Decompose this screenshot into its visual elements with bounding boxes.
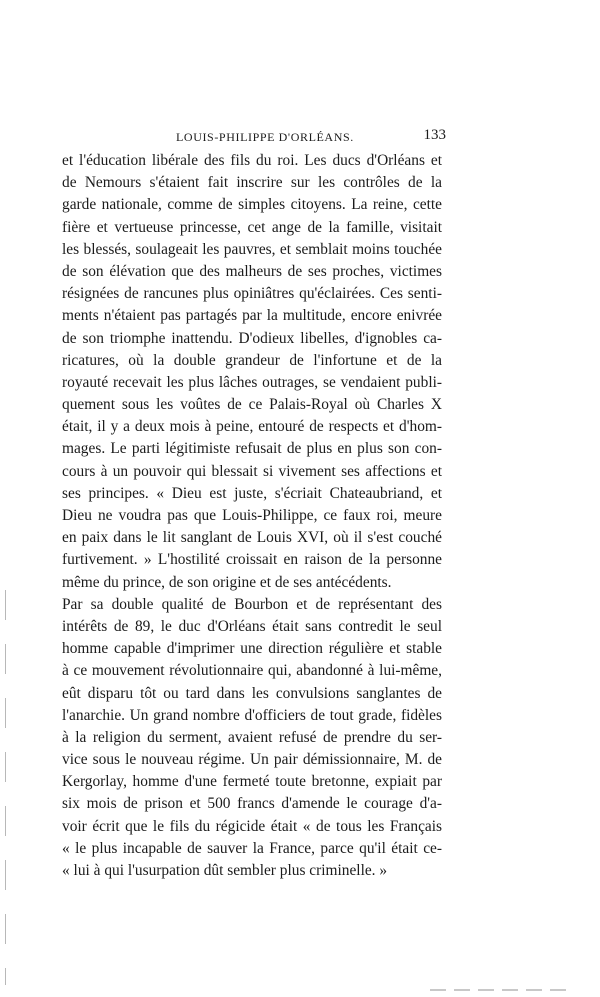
text-line: à la religion du serment, avaient refusé de prendre du ser- (62, 728, 442, 746)
text-line: Par sa double qualité de Bourbon et de représentant des (62, 595, 442, 613)
text-line: Kergorlay, homme d'une fermeté toute bretonne, expiait par (62, 773, 442, 791)
text-line: cours à un pouvoir qui blessait si vivement ses affections et (62, 462, 442, 480)
text-line: six mois de prison et 500 francs d'amende le courage d'a- (62, 795, 442, 813)
text-line: était, il y a deux mois à peine, entouré de respects et d'hom- (62, 418, 442, 436)
text-line: homme capable d'imprimer une direction régulière et stable (62, 640, 442, 658)
text-line: intérêts de 89, le duc d'Orléans était sans contredit le seul (62, 617, 442, 635)
text-line: ses principes. « Dieu est juste, s'écriait Chateaubriand, et (62, 484, 442, 502)
text-line: eût disparu tôt ou tard dans les convulsions sanglantes de (62, 684, 442, 702)
bottom-edge-marks (430, 989, 570, 991)
text-line: « le plus incapable de sauver la France, parce qu'il était ce- (62, 839, 442, 857)
text-line: résignées de rancunes plus opiniâtres qu'éclairées. Ces senti- (62, 285, 442, 303)
text-line: de Nemours s'étaient fait inscrire sur les contrôles de la (62, 174, 442, 192)
page-header (176, 127, 446, 150)
text-line: de son triomphe inattendu. D'odieux libelles, d'ignobles ca- (62, 329, 442, 347)
text-line: ricatures, où la double grandeur de l'infortune et de la (62, 351, 442, 369)
text-line: vice sous le nouveau régime. Un pair démissionnaire, M. de (62, 751, 442, 769)
text-line: fière et vertueuse princesse, cet ange de la famille, visitait (62, 218, 442, 236)
margin-rule (5, 590, 6, 985)
text-line: en paix dans le lit sanglant de Louis XVI, où il s'est couché (62, 529, 442, 547)
text-line: l'anarchie. Un grand nombre d'officiers de tout grade, fidèles (62, 706, 442, 724)
text-line: royauté recevait les plus lâches outrages, se vendaient publi- (62, 373, 442, 391)
text-line: Dieu ne voudra pas que Louis-Philippe, ce faux roi, meure (62, 507, 442, 524)
text-line: garde nationale, comme de simples citoyens. La reine, cette (62, 196, 442, 214)
body-text (62, 150, 442, 882)
text-line: « lui à qui l'usurpation dût sembler plus criminelle. » (62, 862, 388, 879)
text-line: et l'éducation libérale des fils du roi. Les ducs d'Orléans et (62, 152, 442, 169)
text-line: quement sous les voûtes de ce Palais-Royal où Charles X (62, 396, 442, 414)
text-line: voir écrit que le fils du régicide était « de tous les Français (62, 817, 442, 835)
text-line: ments n'étaient pas partagés par la multitude, encore enivrée (62, 307, 442, 325)
running-title: LOUIS-PHILIPPE D'ORLÉANS. (176, 130, 354, 144)
text-line: furtivement. » L'hostilité croissait en raison de la personne (62, 551, 442, 569)
text-line: les blessés, soulageait les pauvres, et semblait moins touchée (62, 240, 442, 258)
text-line: mages. Le parti légitimiste refusait de plus en plus son con- (62, 440, 442, 458)
text-line: de son élévation que des malheurs de ses proches, victimes (62, 262, 442, 280)
page-number: 133 (423, 127, 446, 143)
text-line: même du prince, de son origine et de ses antécédents. (62, 573, 392, 591)
text-line: à ce mouvement révolutionnaire qui, abandonné à lui-même, (62, 662, 442, 680)
